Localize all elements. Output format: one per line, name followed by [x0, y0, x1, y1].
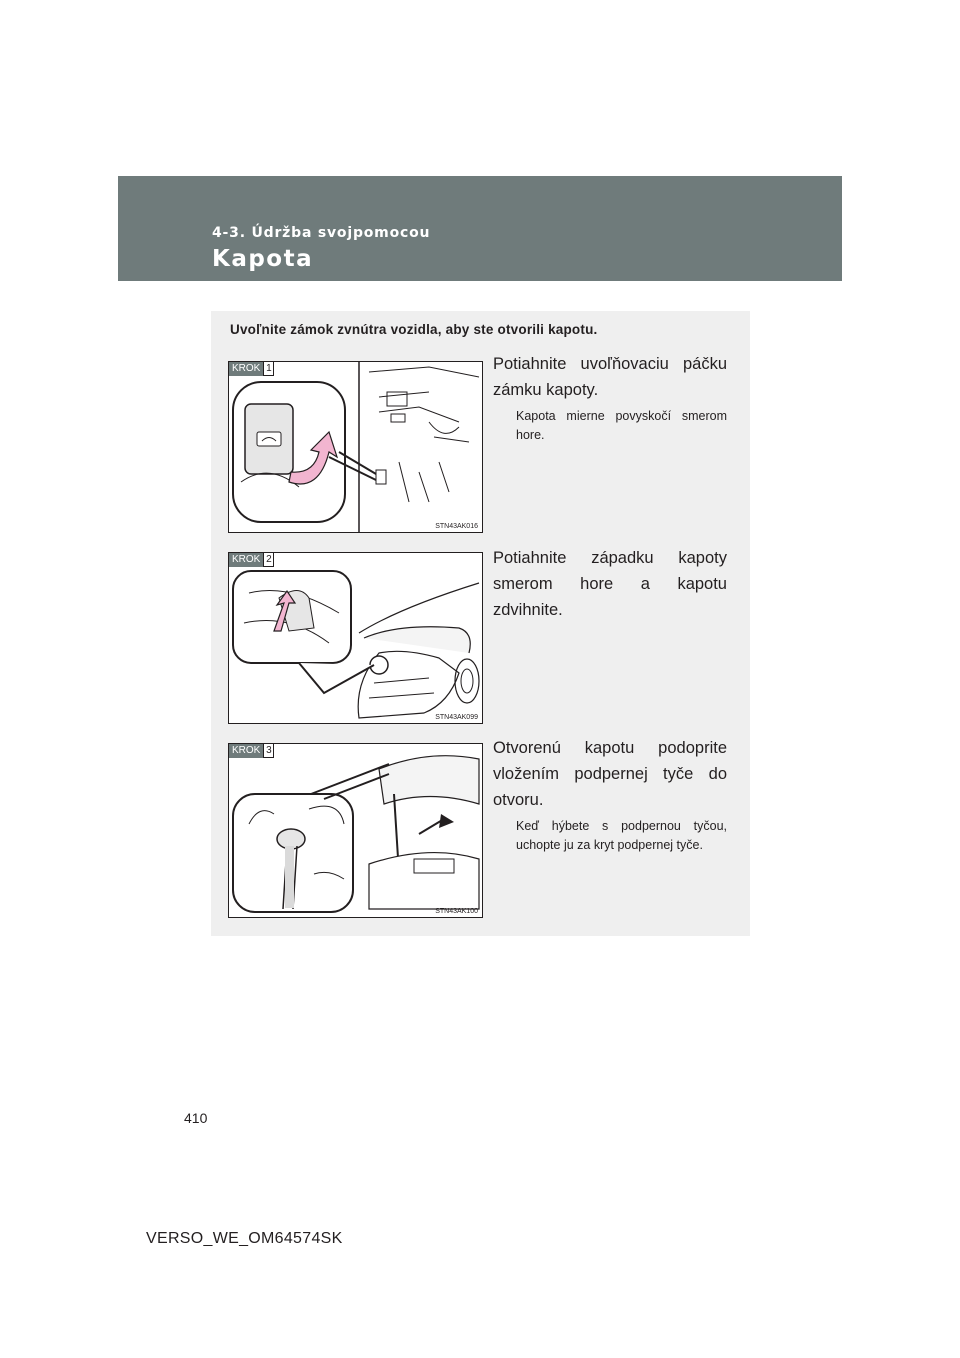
step-1-note: Kapota mierne povyskočí smerom hore.	[516, 409, 727, 442]
instruction-panel	[211, 311, 750, 936]
step-1-illustration	[228, 361, 483, 533]
hood-latch-illustration	[229, 553, 483, 724]
step-2-text: Potiahnite západku kapoty smerom hore a kapotu zdvihnite.	[493, 549, 727, 619]
step-badge: KROK 1	[229, 362, 274, 376]
step-3-text: Otvorenú kapotu podoprite vložením podpernej tyče do otvoru.	[493, 739, 727, 809]
step-3-note: Keď hýbete s podpernou tyčou, uchopte ju za kryt podpernej tyče.	[516, 819, 727, 852]
step-badge: KROK 2	[229, 553, 274, 567]
hood-support-rod-illustration	[229, 744, 483, 918]
page-title: Kapota	[212, 246, 314, 272]
document-code: VERSO_WE_OM64574SK	[146, 1230, 343, 1247]
image-code: STN43AK100	[435, 908, 478, 915]
step-badge: KROK 3	[229, 744, 274, 758]
page-number: 410	[184, 1110, 208, 1126]
section-label: 4-3. Údržba svojpomocou	[212, 225, 431, 241]
step-1-text: Potiahnite uvoľňovaciu páčku zámku kapoty.	[493, 355, 727, 399]
image-code: STN43AK099	[435, 714, 478, 721]
image-code: STN43AK016	[435, 523, 478, 530]
hood-release-lever-illustration	[229, 362, 483, 533]
chapter-header	[118, 176, 842, 281]
step-2-illustration	[228, 552, 483, 724]
step-3-illustration	[228, 743, 483, 918]
intro-text: Uvoľnite zámok zvnútra vozidla, aby ste otvorili kapotu.	[230, 322, 598, 337]
